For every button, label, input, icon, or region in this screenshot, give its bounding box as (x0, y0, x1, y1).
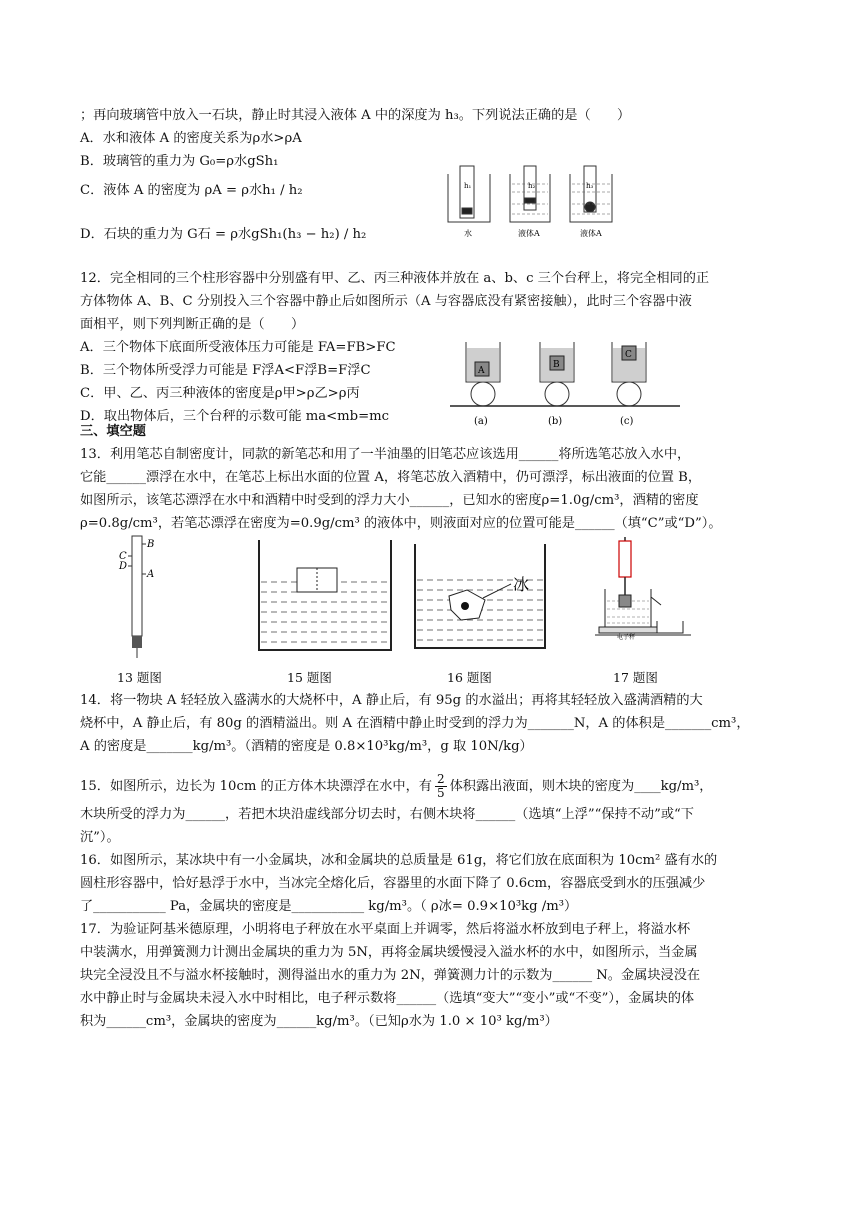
q15-fraction (435, 773, 447, 800)
q17-scale-label: 电子秤 (617, 634, 636, 641)
q11-fig-label-liquid-a-1: 液体A (518, 229, 540, 238)
q16-line-3: 了___________ Pa，金属块的密度是___________ kg/m³。（ ρ冰= 0.9×10³kg /m³） (80, 899, 578, 914)
figure-caption-13: 13 题图 (117, 670, 162, 685)
q11-figure (440, 160, 620, 240)
q17-line-4: 水中静止时与金属块未浸入水中时相比，电子秤示数将______（选填“变大”“变小”或“不变”），金属块的体 (80, 991, 695, 1006)
q12-option-b: B．三个物体所受浮力可能是 F浮A<F浮B=F浮C (80, 363, 371, 378)
q13-mark-d: D (119, 561, 128, 572)
q13-mark-a: A (147, 569, 155, 580)
q11-option-b: B．玻璃管的重力为 G₀=ρ水gSh₁ (80, 154, 279, 169)
q13-line-3: 如图所示，该笔芯漂浮在水中和酒精中时受到的浮力大小______，已知水的密度ρ=1.0g/cm³，酒精的密度 (80, 493, 699, 508)
q16-line-1: 16．如图所示，某冰块中有一小金属块，冰和金属块的总质量是 61g，将它们放在底面积为 10cm² 盛有水的 (80, 853, 718, 868)
q12-option-a: A．三个物体下底面所受液体压力可能是 FA=FB>FC (80, 340, 396, 355)
q17-line-2: 中装满水，用弹簧测力计测出金属块的重力为 5N，再将金属块缓慢浸入溢水杯的水中，如图所示，当金属 (80, 945, 698, 960)
q16-ice-label: 冰 (513, 575, 530, 594)
q12-fig-caption-a: (a) (474, 416, 488, 427)
section-heading: 三、填空题 (80, 424, 146, 439)
q17-line-5: 积为______cm³，金属块的密度为______kg/m³。（已知ρ水为 1.0 × 10³ kg/m³） (80, 1014, 558, 1029)
q13-line-4: ρ=0.8g/cm³，若笔芯漂浮在密度为=0.9g/cm³ 的液体中，则液面对应的位置可能是______（填“C”或“D”）。 (80, 516, 722, 531)
q16-line-2: 圆柱形容器中，恰好悬浮于水中，当冰完全熔化后，容器里的水面下降了 0.6cm，容器底受到水的压强减少 (80, 876, 706, 891)
figure-caption-16: 16 题图 (447, 670, 492, 685)
q15-line-2: 木块所受的浮力为______，若把木块沿虚线部分切去时，右侧木块将______（选填“上浮”“保持不动”或“下 (80, 807, 694, 822)
q12-fig-object-b: B (553, 360, 560, 370)
q12-line-1: 12．完全相同的三个柱形容器中分别盛有甲、乙、丙三种液体并放在 a、b、c 三个台秤上，将完全相同的正 (80, 271, 710, 286)
q12-line-3: 面相平，则下列判断正确的是（ ） (80, 317, 305, 332)
q13-figure-pen (110, 532, 170, 662)
q15-line-1 (80, 773, 712, 800)
q15-fraction-denominator: 5 (436, 786, 445, 800)
q15-line-1-end: 体积露出液面，则木块的密度为____kg/m³， (449, 778, 713, 794)
q12-fig-caption-b: (b) (548, 416, 563, 427)
figure-caption-15: 15 题图 (287, 670, 332, 685)
q13-line-1: 13．利用笔芯自制密度计，同款的新笔芯和用了一半油墨的旧笔芯应该选用______将所选笔芯放入水中， (80, 447, 691, 462)
q15-line-1-start: 15．如图所示，边长为 10cm 的正方体木块漂浮在水中，有 (80, 778, 432, 794)
q17-line-3: 块完全浸没且不与溢水杯接触时，测得溢出水的重力为 2N，弹簧测力计的示数为______ N。金属块浸没在 (80, 968, 701, 983)
q15-figure-block (255, 538, 395, 656)
q12-fig-caption-c: (c) (620, 416, 634, 427)
q11-intro: ；再向玻璃管中放入一石块，静止时其浸入液体 A 中的深度为 h₃。下列说法正确的是（ ） (80, 108, 631, 123)
q16-figure-ice (405, 540, 555, 655)
q15-fraction-numerator: 2 (436, 772, 445, 786)
q13-mark-c: C (119, 551, 127, 562)
q15-line-3: 沉”）。 (80, 830, 120, 845)
q14-line-2: 烧杯中，A 静止后，有 80g 的酒精溢出。则 A 在酒精中静止时受到的浮力为_______N，A 的体积是_______cm³， (80, 716, 750, 731)
q12-figure (450, 332, 680, 432)
q12-fig-object-a: A (478, 366, 485, 376)
q17-figure-scale (595, 535, 705, 645)
q11-fig-h2: h₂ (528, 182, 536, 190)
q13-mark-b: B (147, 539, 155, 550)
q14-line-3: A 的密度是_______kg/m³。（酒精的密度是 0.8×10³kg/m³，g 取 10N/kg） (80, 739, 533, 754)
q12-option-d: D．取出物体后，三个台秤的示数可能 ma<mb=mc (80, 409, 390, 424)
q11-fig-label-water: 水 (464, 229, 472, 238)
q12-line-2: 方体物体 A、B、C 分别投入三个容器中静止后如图所示（A 与容器底没有紧密接触），此时三个容器中液 (80, 294, 692, 309)
q17-line-1: 17．为验证阿基米德原理，小明将电子秤放在水平桌面上并调零，然后将溢水杯放到电子秤上，将溢水杯 (80, 922, 691, 937)
q11-fig-h1: h₁ (464, 182, 472, 190)
q12-fig-object-c: C (625, 350, 632, 360)
q13-line-2: 它能______漂浮在水中，在笔芯上标出水面的位置 A，将笔芯放入酒精中，仍可漂浮，标出液面的位置 B， (80, 470, 702, 485)
q11-option-d: D．石块的重力为 G石 = ρ水gSh₁(h₃ − h₂) / h₂ (80, 227, 367, 242)
q11-option-c: C．液体 A 的密度为 ρA = ρ水h₁ / h₂ (80, 183, 303, 198)
q11-fig-h3: h₃ (586, 182, 594, 190)
q11-fig-label-liquid-a-2: 液体A (580, 229, 602, 238)
q14-line-1: 14．将一物块 A 轻轻放入盛满水的大烧杯中，A 静止后，有 95g 的水溢出；再将其轻轻放入盛满酒精的大 (80, 693, 703, 708)
figure-caption-17: 17 题图 (613, 670, 658, 685)
q12-option-c: C．甲、乙、丙三种液体的密度是ρ甲>ρ乙>ρ丙 (80, 386, 360, 401)
q11-option-a: A．水和液体 A 的密度关系为ρ水>ρA (80, 131, 302, 146)
